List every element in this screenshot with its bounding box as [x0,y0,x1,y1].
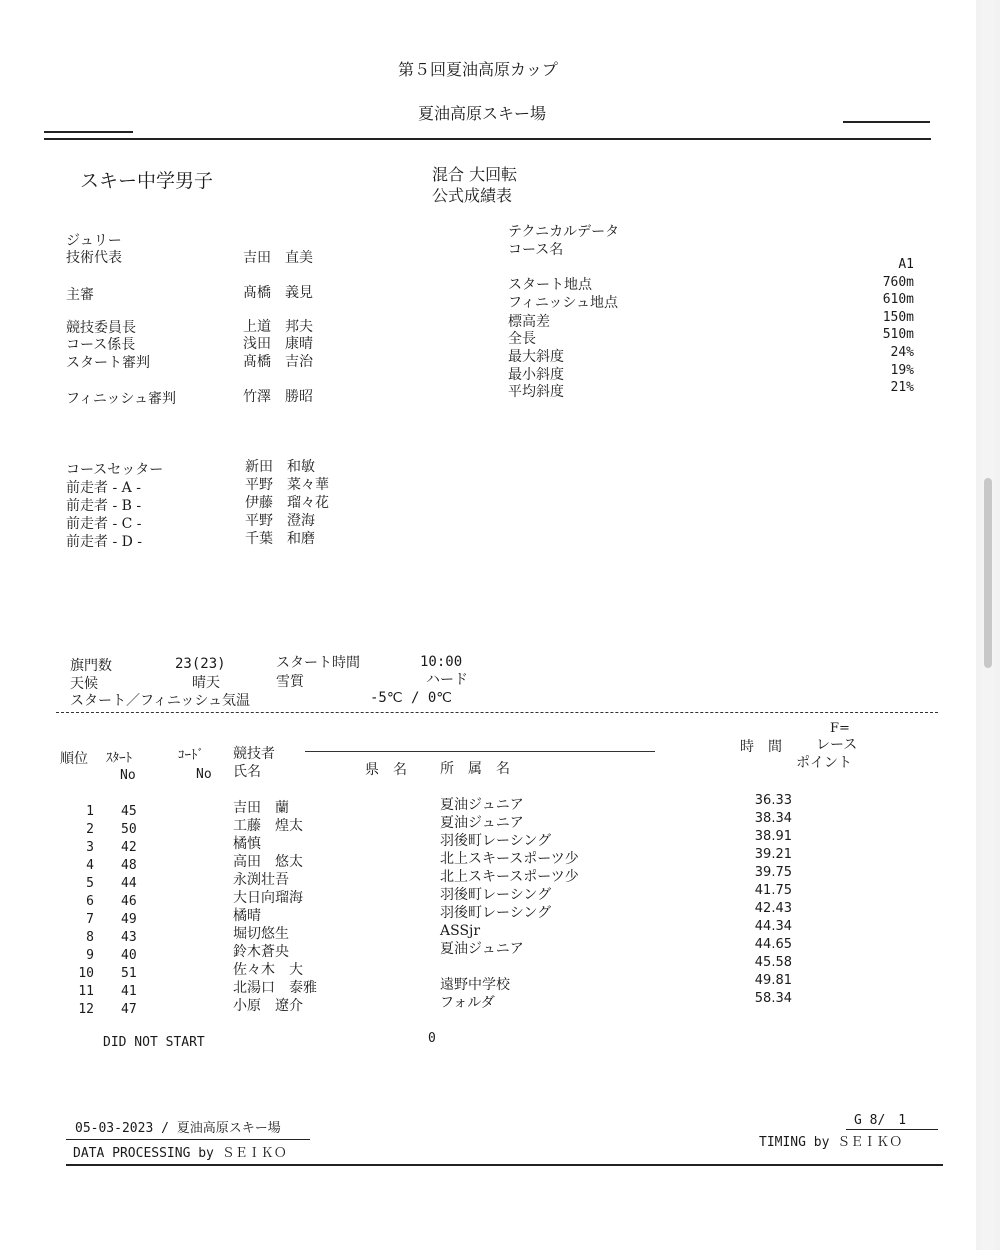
bib-cell: 51 [121,966,137,981]
name-cell: 佐々木 大 [233,962,303,978]
bib-cell: 41 [121,984,137,999]
time-cell: 41.75 [754,883,792,898]
event-title: 第５回夏油高原カップ [398,60,558,79]
setter-role: 前走者 - A - [66,480,141,496]
club-cell: 北上スキースポーツ少 [440,869,579,885]
time-cell: 45.58 [754,955,792,970]
col-prefecture: 県 名 [365,762,407,778]
name-cell: 吉田 蘭 [233,800,289,816]
venue-title: 夏油高原スキー場 [418,104,547,123]
setter-role: 前走者 - B - [66,498,142,514]
setter-name: 平野 澄海 [245,513,315,529]
rank-cell: 10 [78,966,94,981]
tech-label: 最小斜度 [508,367,564,383]
section-divider [56,712,938,713]
snow-value: ハード [426,672,468,688]
bib-cell: 44 [121,876,137,891]
bib-cell: 49 [121,912,137,927]
tech-label: コース名 [508,242,564,258]
col-start-no: No [120,768,136,783]
official-role: 主審 [66,287,94,303]
name-cell: 橘慎 [233,836,261,852]
scrollbar-thumb[interactable] [984,478,992,668]
club-cell: ASSjr [440,923,481,939]
snow-label: 雪質 [276,674,304,690]
time-cell: 44.34 [754,919,792,934]
rank-cell: 7 [86,912,94,927]
club-cell: 羽後町レーシング [440,833,552,849]
jury-label: ジュリー [66,233,122,249]
time-cell: 36.33 [754,793,792,808]
club-cell: フォルダ [440,995,495,1011]
name-cell: 大日向瑠海 [233,890,303,906]
official-name: 髙橋 義見 [243,285,313,301]
temperature-value: -5℃ / 0℃ [370,690,453,706]
dns-label: DID NOT START [103,1035,205,1050]
tech-value: 150m [882,310,914,325]
tech-value: 760m [882,275,914,290]
col-code: ｺｰﾄﾞ [178,748,204,763]
col-name: 氏名 [233,764,261,780]
club-cell: 夏油ジュニア [440,815,524,831]
official-name: 浅田 康晴 [243,336,313,352]
col-time: 時 間 [740,739,782,755]
rank-cell: 12 [78,1002,94,1017]
bib-cell: 43 [121,930,137,945]
name-cell: 高田 悠太 [233,854,303,870]
bib-cell: 45 [121,804,137,819]
official-name: 吉田 直美 [243,250,313,266]
tech-value: 24% [890,345,914,360]
official-name: 髙橋 吉治 [243,354,313,370]
time-cell: 58.34 [754,991,792,1006]
footer-timing: TIMING by ＳＥＩＫＯ [759,1135,903,1150]
col-rank: 順位 [60,751,88,767]
official-role: コース係長 [66,337,136,353]
time-cell: 39.75 [754,865,792,880]
bib-cell: 40 [121,948,137,963]
setter-name: 千葉 和磨 [245,531,315,547]
rank-cell: 5 [86,876,94,891]
official-name: 竹澤 勝昭 [243,389,313,405]
setter-role: 前走者 - D - [66,534,143,550]
time-cell: 44.65 [754,937,792,952]
club-cell: 羽後町レーシング [440,905,552,921]
footer-rule-right-top [846,1129,938,1130]
tech-label: 全長 [508,331,536,347]
race-discipline: 混合 大回転 [432,165,518,184]
rank-cell: 1 [86,804,94,819]
name-cell: 工藤 煌太 [233,818,303,834]
time-cell: 39.21 [754,847,792,862]
header-rule-left [44,131,133,133]
rank-cell: 2 [86,822,94,837]
tech-label: スタート地点 [508,277,592,293]
name-cell: 北湯口 泰雅 [233,980,317,996]
setter-name: 新田 和敏 [245,459,315,475]
time-cell: 49.81 [754,973,792,988]
club-cell: 北上スキースポーツ少 [440,851,579,867]
official-role: スタート審判 [66,355,150,371]
bib-cell: 42 [121,840,137,855]
rank-cell: 4 [86,858,94,873]
tech-label: フィニッシュ地点 [508,295,619,311]
time-cell: 38.34 [754,811,792,826]
start-time-value: 10:00 [420,654,463,670]
footer-date-venue: 05-03-2023 / 夏油高原スキー場 [75,1121,281,1136]
official-role: 競技委員長 [66,320,136,336]
col-competitor: 競技者 [233,746,275,762]
rank-cell: 3 [86,840,94,855]
col-start: ｽﾀｰﾄ [106,751,132,766]
scrollbar-track[interactable] [981,0,995,1250]
footer-data-processing: DATA PROCESSING by ＳＥＩＫＯ [73,1146,287,1161]
weather-label: 天候 [70,676,98,692]
header-rule [305,751,655,752]
club-cell: 夏油ジュニア [440,941,524,957]
tech-value: 510m [882,327,914,342]
gates-value: 23(23) [175,656,226,672]
col-race-points: レース [816,737,858,753]
rank-cell: 6 [86,894,94,909]
tech-label: 平均斜度 [508,384,564,400]
name-cell: 橘晴 [233,908,261,924]
time-cell: 38.91 [754,829,792,844]
bib-cell: 48 [121,858,137,873]
setter-name: 平野 菜々華 [245,477,329,493]
name-cell: 小原 遼介 [233,998,303,1014]
bib-cell: 50 [121,822,137,837]
col-race-points-2: ポイント [796,755,852,771]
temperature-label: スタート／フィニッシュ気温 [70,693,251,709]
name-cell: 鈴木蒼央 [233,944,289,960]
bib-cell: 46 [121,894,137,909]
dns-count: 0 [428,1031,436,1046]
rank-cell: 9 [86,948,94,963]
category-title: スキー中学男子 [80,170,214,192]
start-time-label: スタート時間 [276,655,360,671]
tech-label: 標高差 [508,314,550,330]
club-cell: 夏油ジュニア [440,797,524,813]
setter-role: コースセッター [66,462,164,478]
document-type: 公式成績表 [432,186,513,205]
name-cell: 永渕壮吾 [233,872,289,888]
name-cell: 堀切悠生 [233,926,289,942]
col-code-no: No [196,767,212,782]
official-role: フィニッシュ審判 [66,391,177,407]
time-cell: 42.43 [754,901,792,916]
official-name: 上道 邦夫 [243,319,313,335]
tech-value: A1 [898,257,914,272]
header-rule-right [843,121,930,123]
bib-cell: 47 [121,1002,137,1017]
footer-rule-left [66,1139,310,1140]
tech-value: 610m [882,292,914,307]
col-club: 所 属 名 [440,761,510,777]
official-role: 技術代表 [66,250,122,266]
header-divider [44,138,931,140]
tech-value: 19% [890,363,914,378]
tech-value: 21% [890,380,914,395]
club-cell: 遠野中学校 [440,977,510,993]
tech-label: 最大斜度 [508,349,564,365]
club-cell: 羽後町レーシング [440,887,552,903]
footer-divider [66,1164,943,1166]
setter-name: 伊藤 瑠々花 [245,495,329,511]
col-f-equals: F= [830,721,850,736]
rank-cell: 11 [78,984,94,999]
weather-value: 晴天 [192,675,220,691]
gates-label: 旗門数 [70,658,112,674]
footer-page-code: G 8/ 1 [854,1113,907,1128]
technical-title: テクニカルデータ [508,224,620,240]
setter-role: 前走者 - C - [66,516,142,532]
rank-cell: 8 [86,930,94,945]
